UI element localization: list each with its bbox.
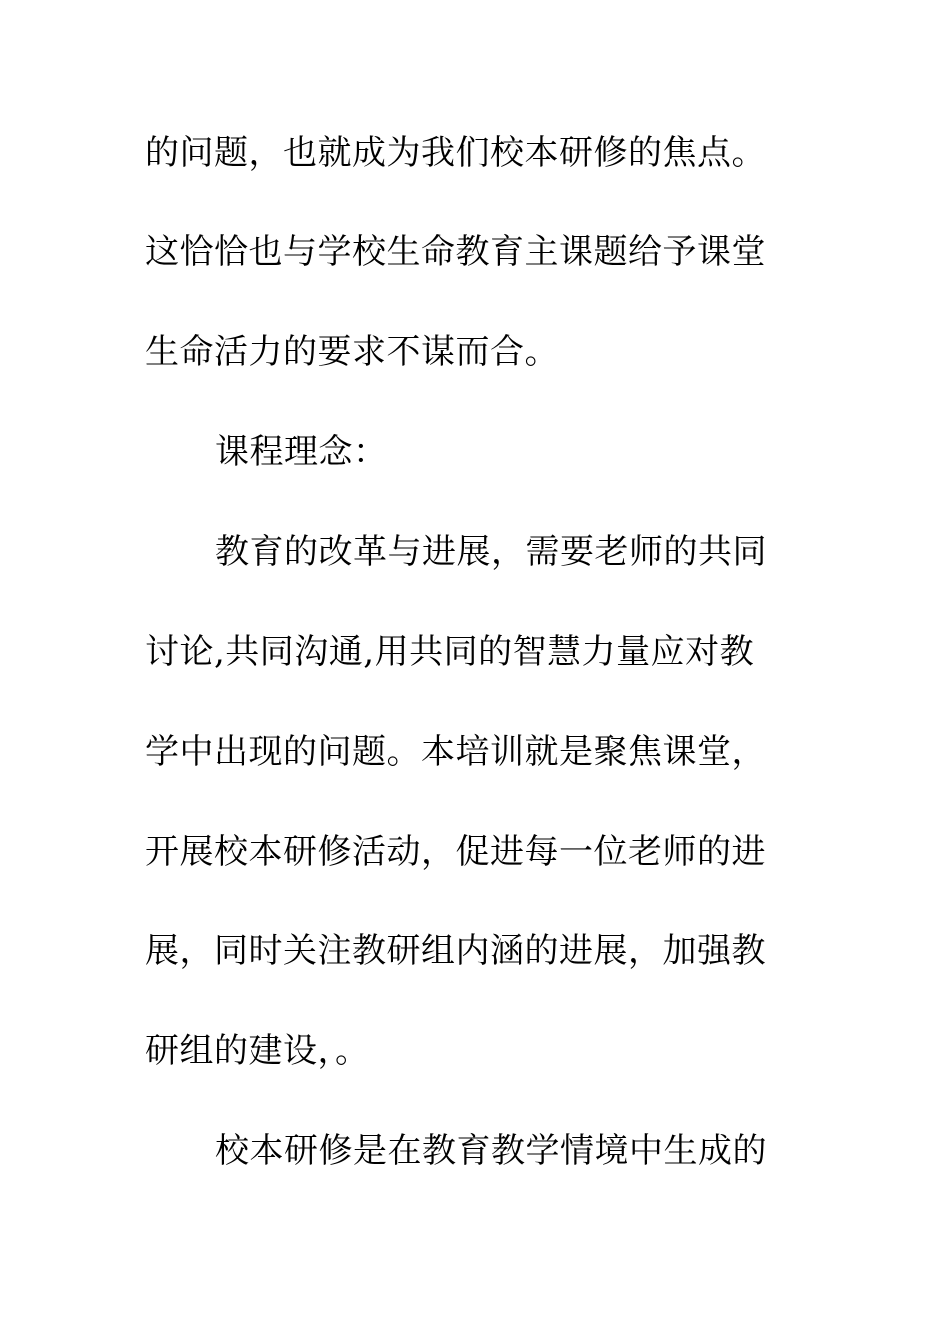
text-line: 展，同时关注教研组内涵的进展，加强教 (145, 931, 766, 971)
text-line: 研组的建设，。 (145, 1031, 370, 1071)
text-line: 生命活力的要求不谋而合。 (145, 332, 559, 372)
text-line: 学中出现的问题。本培训就是聚焦课堂， (145, 732, 766, 772)
text-line: 教育的改革与进展，需要老师的共同 (215, 532, 767, 572)
text-line: 讨论,共同沟通,用共同的智慧力量应对教 (145, 632, 755, 672)
text-line: 开展校本研修活动，促进每一位老师的进 (145, 832, 766, 872)
section-heading: 课程理念： (215, 432, 388, 472)
text-line: 校本研修是在教育教学情境中生成的 (215, 1131, 767, 1171)
text-line: 的问题，也就成为我们校本研修的焦点。 (145, 133, 766, 173)
text-line: 这恰恰也与学校生命教育主课题给予课堂 (145, 232, 766, 272)
